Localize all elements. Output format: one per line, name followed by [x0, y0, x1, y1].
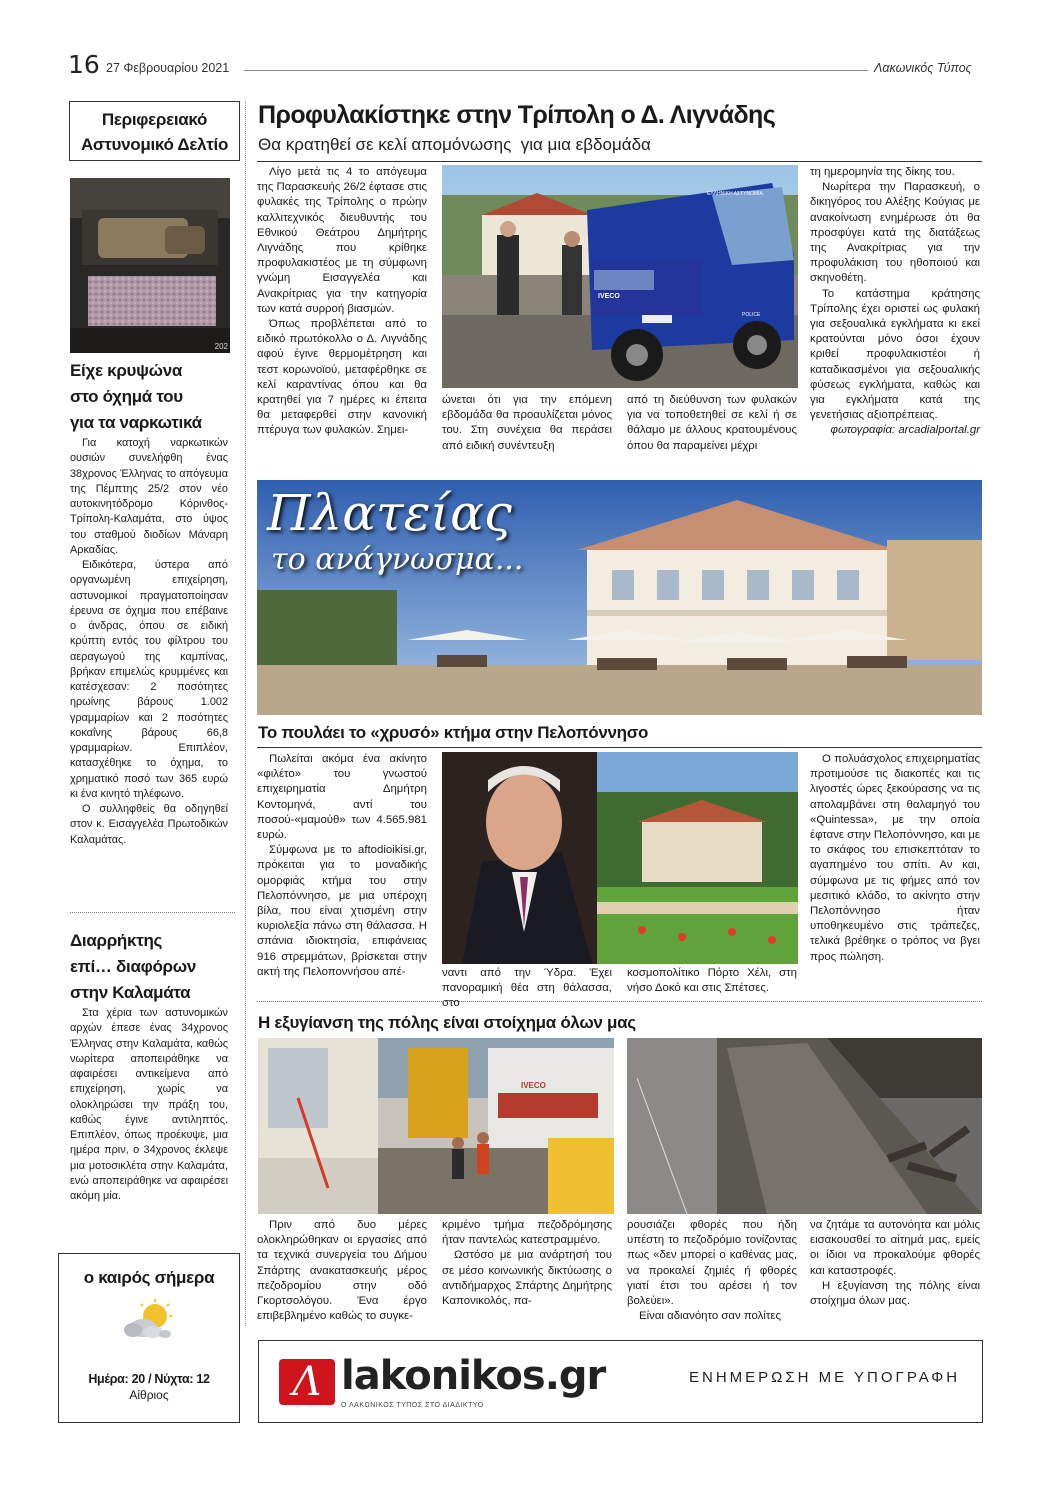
article1-title-rule: [257, 161, 982, 162]
story2-body: [70, 1006, 228, 1204]
paragraph: Στα χέρια των αστυνομικών αρχών έπεσε ένας 34χρονος Έλληνας στην Καλαμάτα, καθώς νωρίτερα αποπειράθηκε να αφαιρέσει αντικείμενα από επιχείρηση, χωρίς να ολοκληρώσει την πράξη του, καθώς έγινε αντιληπτός. Επιπλέον, όπως προέκυψε, μια ημέρα πριν, ο 34χρονος έκλεψε μια μοτοσικλέτα στην Καλαμάτα, ενώ αποπειράθηκε να αφαιρέσει ακόμη μία.: [70, 1007, 228, 1202]
story2-title-line: στην Καλαμάτα: [70, 983, 191, 1002]
car-stash-photo: [70, 178, 230, 353]
article2-col2: [442, 966, 612, 1012]
paragraph: από τη διεύθυνση των φυλακών για να τοποθετηθεί σε κελί ή σε θάλαμο με άλλους κρατουμένους όπου θα παραμείνει μέχρι: [627, 394, 797, 452]
paragraph: Ο πολυάσχολος επιχειρηματίας προτιμούσε τις διακοπές και τις λιγοστές ώρες ξεκούρασης να τις απολαμβάνει στη θαλαμηγό του «Quintessa», με την οποία έφτανε στην Πελοπόννησο, και με το σκάφος του επισκεπτόταν το αγαπημένο του σπίτι. Αν και, σύμφωνα με τις φήμες από τον μεσιτικό κλάδο, το ακίνητο στην Πελοπόννησο ήταν υποθηκευμένο στις τράπεζες, τελικά βρέθηκε ο τρόπος να βγει προς πώληση.: [810, 753, 980, 963]
article3-col3: [627, 1218, 797, 1324]
paragraph: Ο συλληφθείς θα οδηγηθεί στον κ. Εισαγγελέα Πρωτοδικών Καλαμάτας.: [70, 803, 228, 846]
article1-col2: [442, 393, 612, 454]
article3-col4: [810, 1218, 980, 1309]
damaged-sidewalk-photo: [627, 1038, 982, 1214]
article3-col2: [442, 1218, 612, 1309]
article3-title: Η εξυγίανση της πόλης είναι στοίχημα όλων μας: [258, 1013, 636, 1032]
article3-col1: [257, 1218, 427, 1324]
story1-title: [70, 358, 235, 436]
article1-col3: [627, 393, 797, 454]
paragraph: Είναι αδιανόητο σαν πολίτες: [639, 1310, 781, 1323]
story2-title-line: Διαρρήκτης: [70, 931, 163, 950]
estate-photo: [442, 752, 798, 964]
story1-body: [70, 436, 228, 848]
lakonikos-tagline: Ο ΛΑΚΩΝΙΚΟΣ ΤΥΠΟΣ ΣΤΟ ΔΙΑΔΙΚΤΥΟ: [341, 1402, 484, 1409]
article2-col4: [810, 752, 980, 965]
weather-box: [58, 1253, 240, 1423]
section-title-box: [69, 101, 240, 161]
page-number: 16: [68, 50, 100, 79]
story1-title-line: Είχε κρυψώνα: [70, 361, 183, 380]
paragraph: να ζητάμε τα αυτονόητα και μόλις εισακουσθεί το αίτημά μας, εμείς οι ίδιοι να προκαλούμε φθορές και καταστροφές.: [810, 1219, 980, 1277]
paragraph: ναντι από την Ύδρα. Έχει πανοραμική θέα στη θάλασσα, στο: [442, 967, 612, 1010]
paragraph: τη ημερομηνία της δίκης του.: [810, 166, 955, 178]
paragraph: ρουσιάζει φθορές που ήδη υπέστη το πεζοδρόμιο τονίζοντας πως «δεν μπορεί ο καθένας μας, να προκαλεί ζημιές ή φθορές γιατί έτσι του αρέσει ή τον βολεύει».: [627, 1219, 797, 1308]
van-label: ΕΛΛΗΝΙΚΗ ΑΣΤΥΝΟΜΙΑ: [707, 191, 763, 197]
banner-title-line2: το ανάγνωσμα...: [271, 542, 524, 577]
sidebar-divider: [70, 912, 235, 913]
header-rule: [244, 70, 868, 71]
story2-title: [70, 928, 235, 1006]
story1-title-line: στο όχημά του: [70, 387, 183, 406]
article1-title: Προφυλακίστηκε στην Τρίπολη ο Δ. Λιγνάδης: [258, 101, 776, 129]
article-divider: [257, 1001, 982, 1002]
paragraph: Σύμφωνα με το aftodioikisi.gr, πρόκειται για το μοναδικής ομορφιάς κτήμα του στην Πελοπόννησο, με μια υπέροχη βίλα, που είναι χτισμένη στην κυριολεξία πάνω στη θάλασσα. Η σπάνια ιδιοκτησία, επιφάνειας 916 στρεμμάτων, βρίσκεται στην ακτή της Πελοποννήσου απέ-: [257, 844, 427, 978]
newspaper-name: Λακωνικός Τύπος: [874, 61, 972, 75]
truck-brand: IVECO: [521, 1081, 546, 1090]
lakonikos-logo-text: lakonikos.gr: [341, 1353, 606, 1399]
paragraph: Το κατάστημα κράτησης Τρίπολης έχει οριστεί ως φυλακή για σεξουαλικά εγκλήματα κι εκεί κρατούνται μόνο όσοι έχουν κριθεί προφυλακιστέοι ή καταδικασμένοι για σεξουαλικής φύσεως εγκλήματα, καθώς και για εγκλήματα κατά της γενετήσιας αξιοπρέπειας.: [810, 287, 980, 422]
roadworks-photo: [258, 1038, 614, 1214]
section-title-line2: Αστυνομικό Δελτίο: [80, 135, 229, 154]
partly-cloudy-icon: [119, 1298, 179, 1342]
section-title-line1: Περιφερειακό: [101, 110, 208, 129]
paragraph: Νωρίτερα την Παρασκευή, ο δικηγόρος του Αλέξης Κούγιας με ανακοίνωση ενημέρωσε ότι θα προσφύγει κατά της διατάξεως της Ανακρίτριας για την προφυλάκιση του ηθοποιού και σκηνοθέτη.: [810, 181, 980, 285]
lakonikos-logo-mark: Λ: [279, 1359, 335, 1405]
article2-col1: [257, 752, 427, 980]
story1-title-line: για τα ναρκωτικά: [70, 413, 202, 432]
weather-temps: Ημέρα: 20 / Νύχτα: 12: [88, 1372, 210, 1386]
paragraph: Ωστόσο με μια ανάρτησή του σε μέσο κοινωνικής δικτύωσης ο αντιδήμαρχος Σπάρτης Δημήτρης Καπονικολός, πα-: [442, 1249, 612, 1308]
issue-date: 27 Φεβρουαρίου 2021: [106, 61, 230, 75]
paragraph: Πωλείται ακόμα ένα ακίνητο «φιλέτο» του γνωστού επιχειρηματία Δημήτρη Κοντομηνά, αντί του ποσού-«μαμούθ» των 4.565.981 ευρώ.: [257, 753, 427, 842]
ad-slogan: ΕΝΗΜΕΡΩΣΗ ΜΕ ΥΠΟΓΡΑΦΗ: [689, 1369, 961, 1386]
paragraph: ώνεται ότι για την επόμενη εβδομάδα θα προαυλίζεται μόνος του. Στη συνέχεια θα περάσει από ειδική συνέντευξη: [442, 394, 612, 452]
photo-credit: φωτογραφία: arcadialportal.gr: [830, 424, 980, 437]
paragraph: κριμένο τμήμα πεζοδρόμησης ήταν παντελώς κατεστραμμένο.: [442, 1219, 612, 1247]
banner-title-line1: Πλατείας: [267, 484, 512, 542]
column-separator: [245, 101, 246, 1326]
article1-col1: [257, 165, 427, 439]
paragraph: Όπως προβλέπεται από το ειδικό πρωτόκολλο ο Δ. Λιγνάδης αφού έγινε θερμομέτρηση και τεστ κορωνοϊού, μεταφέρθηκε σε κελί καραντίνας όπου και θα κρατηθεί για 7 ημέρες κι έπειτα θα μεταφερθεί στην κανονική πτέρυγα των φυλακών. Σημει-: [257, 318, 427, 437]
article1-subtitle: Θα κρατηθεί σε κελί απομόνωσης για μια εβδομάδα: [258, 135, 651, 154]
photo-caption: 202: [214, 342, 228, 351]
article1-col4: [810, 165, 980, 439]
van-police-label: POLICE: [742, 312, 761, 318]
police-van-photo: [442, 165, 798, 388]
paragraph: Ειδικότερα, ύστερα από οργανωμένη επιχείρηση, αστυνομικοί πραγματοποίησαν έρευνα σε όχημα που επέβαινε ο άνδρας, όπου σε ειδική κρύπτη εντός του φίλτρου του αεραγωγού της καμπίνας, βρήκαν επιμελώς κρυμμένες και κατέσχεσαν: 2 ποσότητες ηρωίνης βάρους 1.002 γραμμαρίων και 2 ποσότητες κοκαΐνης βάρους 66,8 γραμμαρίων. Επιπλέον, κατασχέθηκε το όχημα, το χρηματικό ποσό των 365 ευρώ κι ένα κινητό τηλέφωνο.: [70, 559, 228, 800]
paragraph: Για κατοχή ναρκωτικών ουσιών συνελήφθη ένας 38χρονος Έλληνας το απόγευμα της Πέμπτης 25/2 στον νέο αυτοκινητόδρομο Κόρινθος-Τρίπολη-Καλαμάτα, στο ύψος του σταθμού διοδίων Μάναρη Αρκαδίας.: [70, 437, 228, 556]
paragraph: Η εξυγίανση της πόλης είναι στοίχημα όλων μας.: [810, 1279, 980, 1308]
weather-condition: Αίθριος: [129, 1388, 169, 1402]
paragraph: Λίγο μετά τις 4 το απόγευμα της Παρασκευής 26/2 έφτασε στις φυλακές της Τρίπολης ο πρώην καλλιτεχνικός διευθυντής του Εθνικού Θεάτρου Δημήτρης Λιγνάδης που κρίθηκε προφυλακιστέος με τη σύμφωνη γνώμη Εισαγγελέα και Ανακρίτριας για την κατηγορία των κατά συρροή βιασμών.: [257, 166, 427, 315]
paragraph: Πριν από δυο μέρες ολοκληρώθηκαν οι εργασίες από τα τεχνικά συνεργεία του Δήμου Σπάρτης ανακατασκευής μέρος πεζοδρομίου στην οδό Γκορτσολόγου. Ένα έργο επιβεβλημένο καθώς το συγκε-: [257, 1219, 427, 1323]
banner-photo: [257, 480, 982, 715]
article2-title-rule: [257, 747, 982, 748]
paragraph: κοσμοπολίτικο Πόρτο Χέλι, στη νήσο Δοκό και στις Σπέτσες.: [627, 967, 797, 995]
van-brand: IVECO: [598, 293, 620, 300]
article2-col3: [627, 966, 797, 996]
story2-title-line: επί… διαφόρων: [70, 957, 196, 976]
article2-title: Το πουλάει το «χρυσό» κτήμα στην Πελοπόννησο: [258, 723, 649, 742]
lakonikos-ad[interactable]: [258, 1340, 983, 1423]
weather-title: ο καιρός σήμερα: [83, 1268, 215, 1287]
